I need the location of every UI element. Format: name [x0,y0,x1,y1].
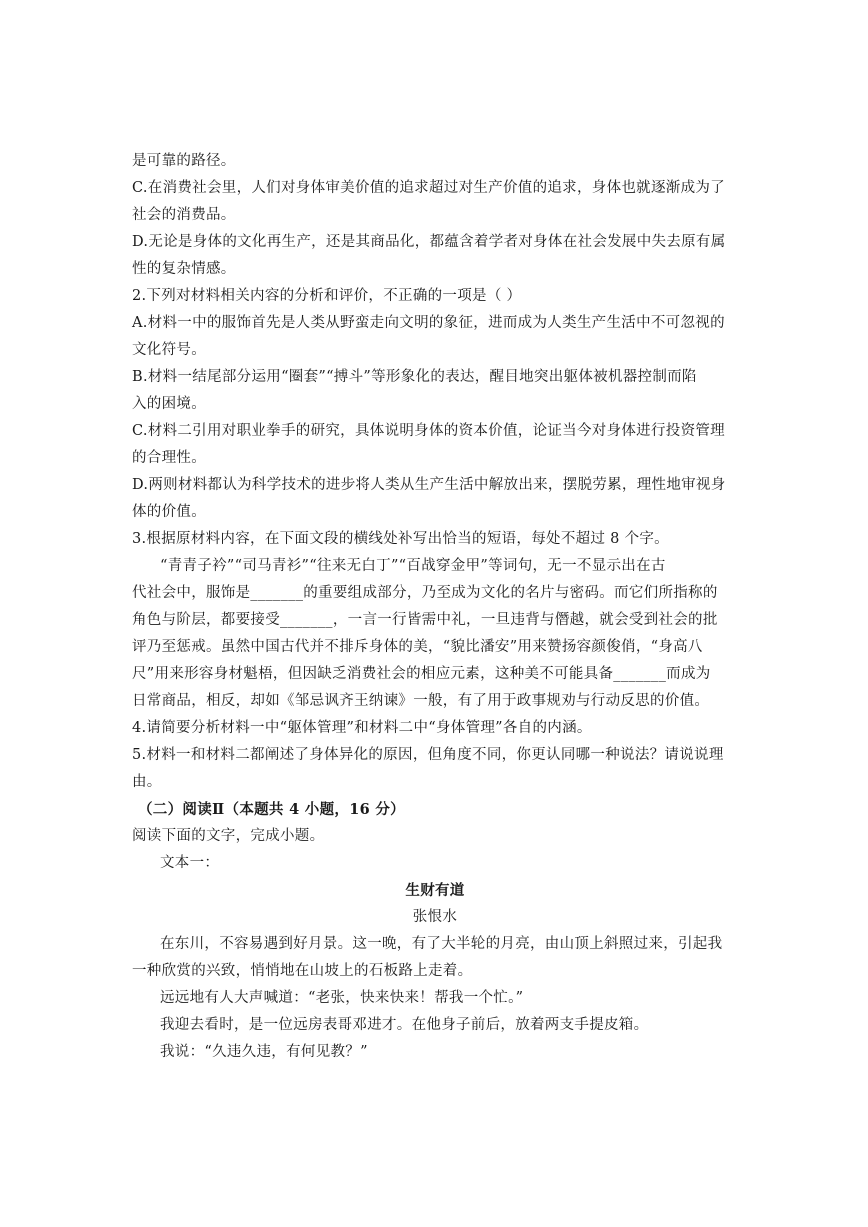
text-line: 3.根据原材料内容，在下面文段的横线处补写出恰当的短语，每处不超过 8 个字。 [132,531,669,547]
text-line: 体的价值。 [132,504,206,520]
text-line: 文本一： [160,855,220,871]
text-line: 4.请简要分析材料一中“躯体管理”和材料二中“身体管理”各自的内涵。 [132,720,592,736]
text-line: 性的复杂情感。 [132,261,236,277]
text-line: C.在消费社会里，人们对身体审美价值的追求超过对生产价值的追求，身体也就逐渐成为了 [132,180,725,196]
text-line: 远远地有人大声喊道：“老张，快来快来！帮我一个忙。” [160,990,524,1006]
text-line: 入的困境。 [132,396,206,412]
text-line: C.材料二引用对职业拳手的研究，具体说明身体的资本价值，论证当今对身体进行投资管理 [132,423,725,439]
text-line: 日常商品，相反，却如《邹忌讽齐王纳谏》一般，有了用于政事规劝与行动反思的价值。 [132,693,710,709]
text-line: 评乃至惩戒。虽然中国古代并不排斥身体的美，“貌比潘安”用来赞扬容颜俊俏，“身高八 [132,639,703,655]
text-line: D.两则材料都认为科学技术的进步将人类从生产生活中解放出来，摆脱劳累，理性地审视身 [132,477,726,493]
text-line: 在东川，不容易遇到好月景。这一晚，有了大半轮的月亮，由山顶上斜照过来，引起我 [160,936,723,952]
text-line: A.材料一中的服饰首先是人类从野蛮走向文明的象征，进而成为人类生产生活中不可忽视的 [132,315,725,331]
text-line: 阅读下面的文字，完成小题。 [132,828,325,844]
text-line: “青青子衿”“司马青衫”“往来无白丁”“百战穿金甲”等词句，无一不显示出在古 [160,558,666,574]
text-line: 2.下列对材料相关内容的分析和评价，不正确的一项是（ ） [132,288,522,304]
text-line: 社会的消费品。 [132,207,236,223]
text-line: 代社会中，服饰是_______的重要组成部分，乃至成为文化的名片与密码。而它们所指称的 [132,585,718,601]
text-line: 张恨水 [412,909,458,925]
text-line: B.材料一结尾部分运用“圈套”“搏斗”等形象化的表达，醒目地突出躯体被机器控制而陷 [132,369,697,385]
text-line: 由。 [132,774,162,790]
text-line: 角色与阶层，都要接受_______，一言一行皆需中礼，一旦违背与僭越，就会受到社会的批 [132,612,718,628]
text-line: （二）阅读Ⅱ（本题共 4 小题，16 分） [138,801,405,818]
text-line: 是可靠的路径。 [132,153,236,169]
text-line: 生财有道 [405,882,465,899]
text-line: 我说：“久违久违，有何见教？” [160,1044,368,1060]
document-page [132,148,738,1066]
text-line: 的合理性。 [132,450,206,466]
text-line: D.无论是身体的文化再生产，还是其商品化，都蕴含着学者对身体在社会发展中失去原有属 [132,234,726,250]
text-line: 我迎去看时，是一位远房表哥邓进才。在他身子前后，放着两支手提皮箱。 [160,1017,649,1033]
text-line: 一种欣赏的兴致，悄悄地在山坡上的石板路上走着。 [132,963,473,979]
text-line: 文化符号。 [132,342,206,358]
text-line: 尺”用来形容身材魁梧，但因缺乏消费社会的相应元素，这种美不可能具备_______而成为 [132,666,711,682]
text-line: 5.材料一和材料二都阐述了身体异化的原因，但角度不同，你更认同哪一种说法？请说说理 [132,747,724,763]
